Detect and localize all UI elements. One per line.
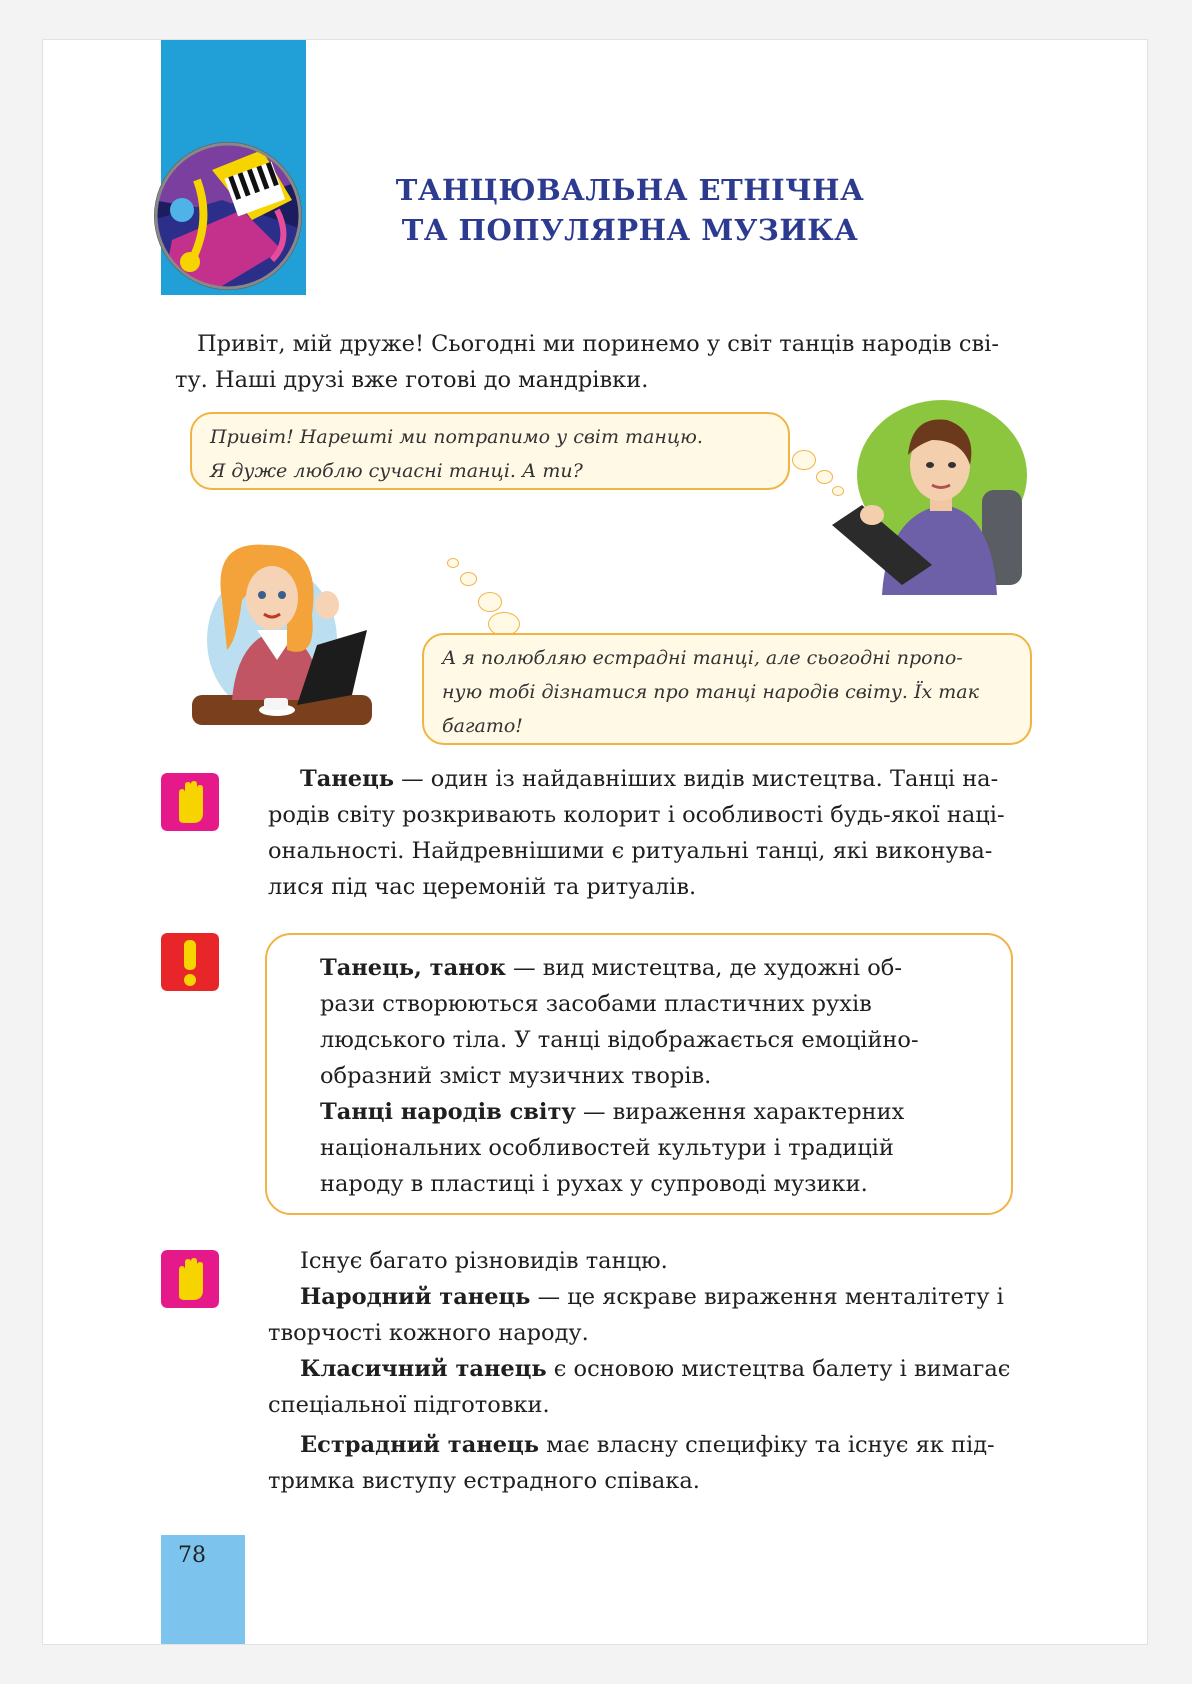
definition-text: людського тіла. У танці відображається емоційно- [320,1027,919,1053]
term-dance: Танець [300,766,394,792]
definitions-text [320,950,970,1202]
paragraph-text: — це яскраве вираження менталітету і [530,1284,1004,1310]
paragraph-dance-history [268,761,1069,905]
thought-dot [792,450,816,470]
definition-text: рази створюються засобами пластичних рухів [320,991,872,1017]
speech-bubble-boy [190,412,790,490]
thought-dot [460,572,477,586]
speech-line: Привіт! Нарешті ми потрапимо у світ танцю. [210,426,703,448]
definition-text: — вид мистецтва, де художні об- [505,955,902,981]
definition-text: національних особливостей культури і традицій [320,1135,894,1161]
definition-text: народу в пластиці і рухах у супроводі музики. [320,1171,868,1197]
paragraph-text: лися під час церемоній та ритуалів. [268,874,697,900]
music-disc-logo-icon [152,140,304,292]
term-world-dances: Танці народів світу [320,1099,576,1125]
paragraph-text: — один із найдавніших видів мистецтва. Танці на- [394,766,999,792]
raised-hand-icon [161,773,219,831]
paragraph-text: родів світу розкривають колорит і особливості будь-якої наці- [268,802,1005,828]
thought-dot [478,592,502,612]
paragraph-text: творчості кожного народу. [268,1320,589,1346]
speech-line: А я полюбляю естрадні танці, але сьогодні пропо- [442,647,963,669]
paragraph-text: спеціальної підготовки. [268,1392,550,1418]
paragraph-text: тримка виступу естрадного співака. [268,1468,700,1494]
exclamation-icon [161,933,219,991]
raised-hand-icon [161,1250,219,1308]
page-title-line: ТАНЦЮВАЛЬНА ЕТНІЧНА [395,173,865,207]
speech-line: Я дуже люблю сучасні танці. А ти? [210,460,583,482]
girl-with-laptop-illustration [192,530,382,730]
boy-with-laptop-illustration [832,395,1032,595]
paragraph-text: має власну специфіку та існує як під- [538,1432,995,1458]
paragraph-text: ональності. Найдревнішими є ритуальні танці, які виконува- [268,838,993,864]
thought-dot [447,558,459,568]
term-folk-dance: Народний танець [300,1284,531,1310]
paragraph-text: Існує багато різновидів танцю. [300,1248,668,1274]
paragraph-dance-types [268,1243,1069,1499]
speech-bubble-girl [422,633,1032,745]
page-number: 78 [178,1543,206,1568]
term-pop-dance: Естрадний танець [300,1432,539,1458]
speech-line: багато! [442,715,523,737]
page-title [330,170,930,250]
intro-line: Привіт, мій друже! Сьогодні ми поринемо у світ танців народів сві- [197,331,999,357]
term-classical-dance: Класичний танець [300,1356,547,1382]
intro-paragraph [175,326,1069,398]
definition-text: образний зміст музичних творів. [320,1063,712,1089]
paragraph-text: є основою мистецтва балету і вимагає [546,1356,1011,1382]
definition-text: — вираження характерних [575,1099,905,1125]
speech-line: ную тобі дізнатися про танці народів світу. Їх так [442,681,979,703]
intro-line: ту. Наші друзі вже готові до мандрівки. [175,367,649,393]
page-title-line: ТА ПОПУЛЯРНА МУЗИКА [401,213,859,247]
term-dance-definition: Танець, танок [320,955,506,981]
thought-dot [816,470,833,484]
